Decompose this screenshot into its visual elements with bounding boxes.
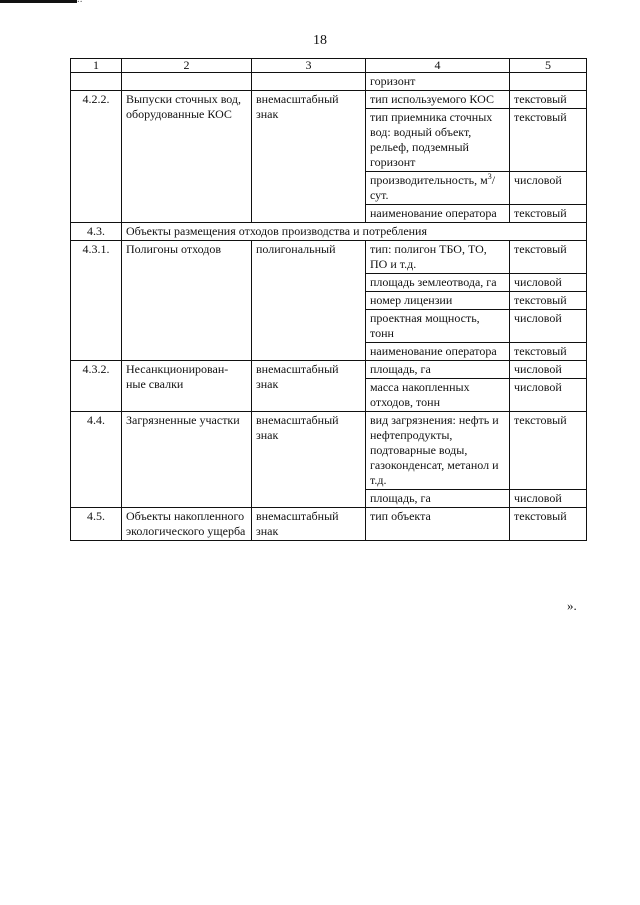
header-cell-1: 1 bbox=[71, 59, 122, 73]
header-cell-2: 2 bbox=[122, 59, 252, 73]
attribute-type: числовой bbox=[510, 490, 587, 508]
attribute-type: числовой bbox=[510, 379, 587, 412]
table-row bbox=[71, 73, 587, 91]
attribute-cell: масса накопленных отходов, тонн bbox=[366, 379, 510, 412]
attribute-cell: тип приемника сточных вод: водный объект, рельеф, подземный горизонт bbox=[366, 109, 510, 172]
symbol-type: внемасштабный знак bbox=[252, 412, 366, 508]
attribute-cell: тип объекта bbox=[366, 508, 510, 541]
attribute-type: текстовый bbox=[510, 412, 587, 490]
row-number: 4.4. bbox=[71, 412, 122, 508]
attribute-type: числовой bbox=[510, 310, 587, 343]
header-cell-3: 3 bbox=[252, 59, 366, 73]
page-mark bbox=[77, 0, 83, 5]
attribute-type: текстовый bbox=[510, 205, 587, 223]
table-header-row bbox=[71, 59, 587, 73]
attribute-cell: площадь землеотвода, га bbox=[366, 274, 510, 292]
attribute-type: текстовый bbox=[510, 109, 587, 172]
attribute-unit: /сут. bbox=[370, 173, 496, 202]
attribute-cell: горизонт bbox=[366, 73, 510, 91]
attribute-type bbox=[510, 73, 587, 91]
table-row bbox=[71, 91, 587, 109]
row-number: 4.2.2. bbox=[71, 91, 122, 223]
header-cell-5: 5 bbox=[510, 59, 587, 73]
header-cell-4: 4 bbox=[366, 59, 510, 73]
object-name bbox=[122, 73, 252, 91]
attribute-type: текстовый bbox=[510, 292, 587, 310]
table-row bbox=[71, 508, 587, 541]
attribute-cell: площадь, га bbox=[366, 490, 510, 508]
attribute-cell: номер лицензии bbox=[366, 292, 510, 310]
object-name: Несанкционирован-ные свалки bbox=[122, 361, 252, 412]
attribute-type: текстовый bbox=[510, 241, 587, 274]
row-number: 4.5. bbox=[71, 508, 122, 541]
attribute-cell: наименование оператора bbox=[366, 343, 510, 361]
attribute-cell bbox=[366, 172, 510, 205]
object-name: Объекты накопленного экологического ущерба bbox=[122, 508, 252, 541]
attribute-cell: тип: полигон ТБО, ТО, ПО и т.д. bbox=[366, 241, 510, 274]
attribute-type: текстовый bbox=[510, 508, 587, 541]
object-name: Полигоны отходов bbox=[122, 241, 252, 361]
attribute-cell: площадь, га bbox=[366, 361, 510, 379]
attribute-cell: тип используемого КОС bbox=[366, 91, 510, 109]
symbol-type: полигональный bbox=[252, 241, 366, 361]
attribute-text: производительность, м bbox=[370, 173, 488, 187]
row-number bbox=[71, 73, 122, 91]
symbol-type: внемасштабный знак bbox=[252, 508, 366, 541]
row-number: 4.3. bbox=[71, 223, 122, 241]
table-row bbox=[71, 412, 587, 490]
attribute-cell: наименование оператора bbox=[366, 205, 510, 223]
object-name: Загрязненные участки bbox=[122, 412, 252, 508]
row-number: 4.3.1. bbox=[71, 241, 122, 361]
attribute-type: числовой bbox=[510, 172, 587, 205]
attribute-type: текстовый bbox=[510, 91, 587, 109]
attribute-cell: проектная мощность, тонн bbox=[366, 310, 510, 343]
closing-quote: ». bbox=[567, 598, 577, 613]
superscript: 3 bbox=[487, 172, 492, 181]
attribute-type: текстовый bbox=[510, 343, 587, 361]
table-row bbox=[71, 361, 587, 379]
row-number: 4.3.2. bbox=[71, 361, 122, 412]
attribute-type: числовой bbox=[510, 274, 587, 292]
page-number: 18 bbox=[313, 33, 327, 48]
data-table bbox=[70, 58, 587, 541]
attribute-cell: вид загрязнения: нефть и нефтепродукты, подтоварные воды, газоконденсат, метанол и т.д. bbox=[366, 412, 510, 490]
table-row bbox=[71, 241, 587, 274]
symbol-type: внемасштабный знак bbox=[252, 361, 366, 412]
symbol-type: внемасштабный знак bbox=[252, 91, 366, 223]
section-title: Объекты размещения отходов производства и потребления bbox=[122, 223, 587, 241]
section-row bbox=[71, 223, 587, 241]
symbol-type bbox=[252, 73, 366, 91]
attribute-type: числовой bbox=[510, 361, 587, 379]
header-rule bbox=[0, 0, 77, 3]
object-name: Выпуски сточных вод, оборудованные КОС bbox=[122, 91, 252, 223]
